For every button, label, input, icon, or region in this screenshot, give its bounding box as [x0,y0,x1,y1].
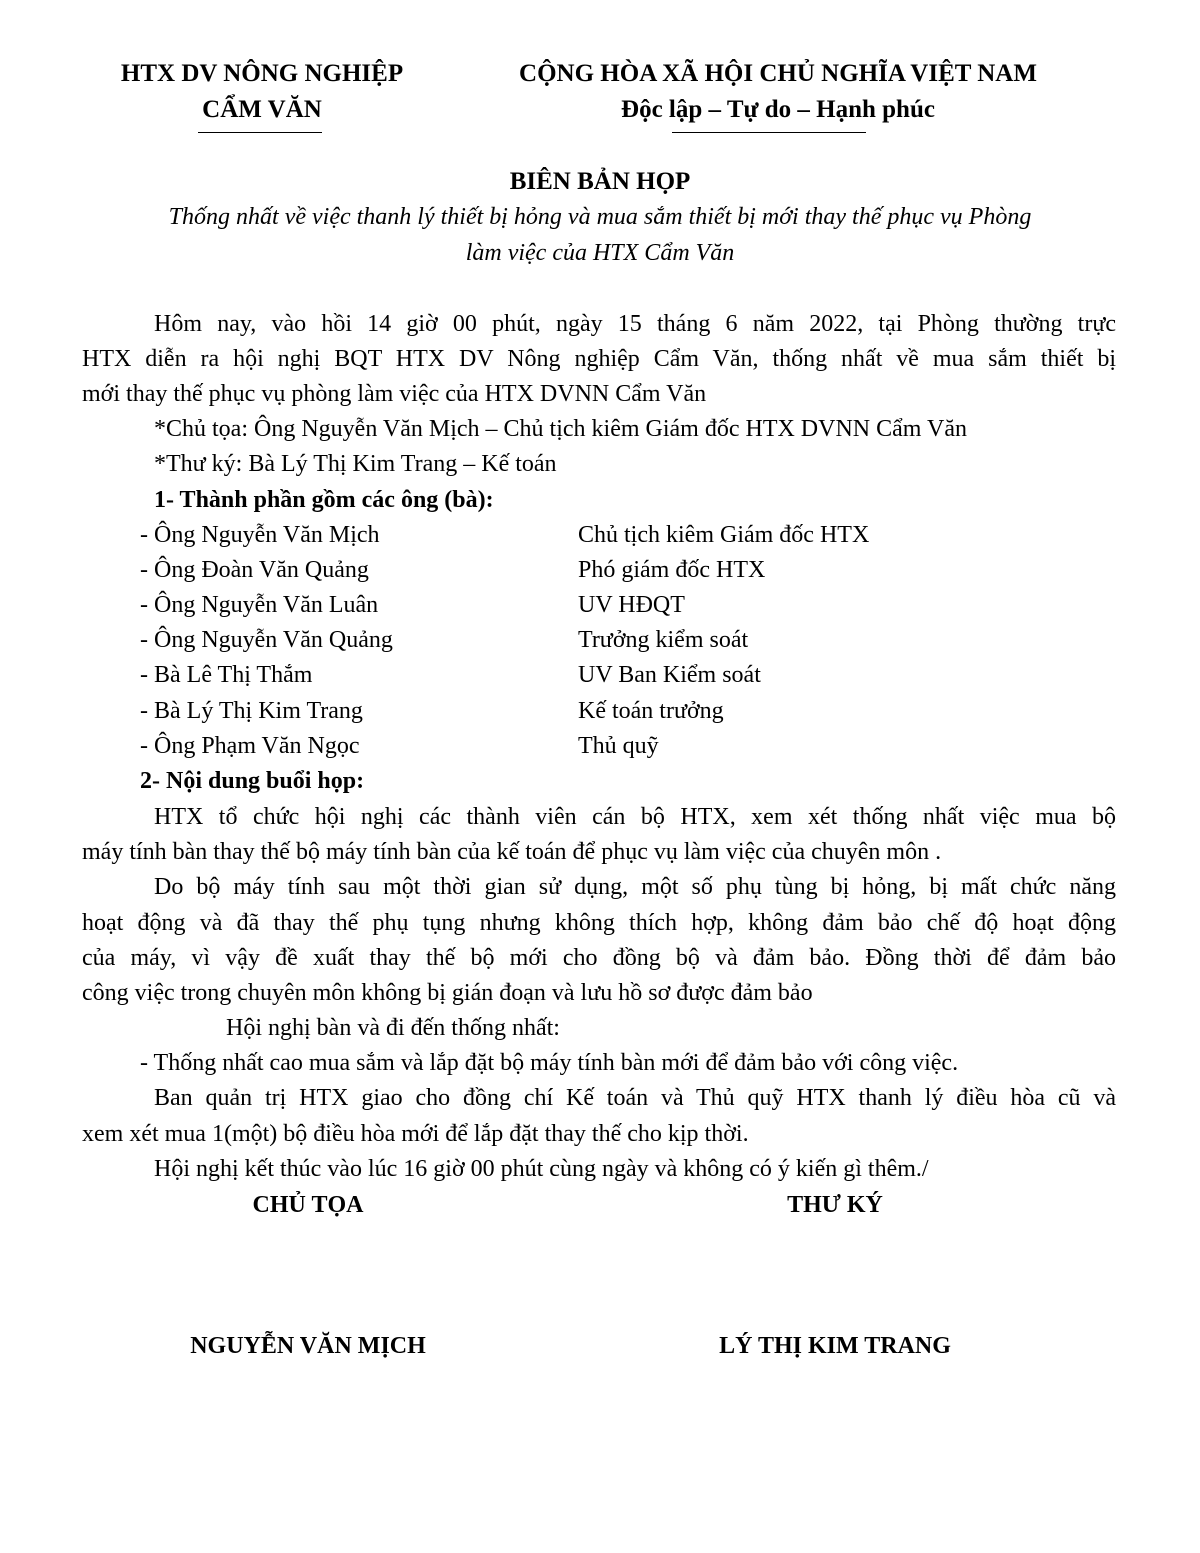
org-name-line2: CẨM VĂN [202,96,322,123]
member-name: - Ông Nguyễn Văn Mịch [140,522,380,548]
chair-line: *Chủ tọa: Ông Nguyễn Văn Mịch – Chủ tịch kiêm Giám đốc HTX DVNN Cẩm Văn [154,416,968,442]
member-role: Chủ tịch kiêm Giám đốc HTX [578,522,870,548]
intro-line3: mới thay thế phục vụ phòng làm việc của HTX DVNN Cẩm Văn [82,381,707,407]
content-p2-line3: của máy, vì vậy đề xuất thay thế bộ mới cho đồng bộ và đảm bảo. Đồng thời để đảm bảo [82,945,1116,971]
content-p1-line1: HTX tổ chức hội nghị các thành viên cán bộ HTX, xem xét thống nhất việc mua bộ [154,804,1116,830]
document-subtitle-line1: Thống nhất về việc thanh lý thiết bị hỏng và mua sắm thiết bị mới thay thế phục vụ Phòng [168,204,1032,230]
intro-line1: Hôm nay, vào hồi 14 giờ 00 phút, ngày 15 tháng 6 năm 2022, tại Phòng thường trực [154,311,1116,337]
closing-line: Hội nghị kết thúc vào lúc 16 giờ 00 phút cùng ngày và không có ý kiến gì thêm./ [154,1156,929,1182]
org-underline [198,132,322,133]
member-name: - Ông Phạm Văn Ngọc [140,733,360,759]
signature-title-secretary: THƯ KÝ [787,1192,883,1218]
section1-heading: 1- Thành phần gồm các ông (bà): [154,487,494,513]
content-p2-line4: công việc trong chuyên môn không bị gián đoạn và lưu hồ sơ được đảm bảo [82,980,813,1006]
document-title: BIÊN BẢN HỌP [509,168,691,195]
section2-heading: 2- Nội dung buổi họp: [140,768,365,794]
member-name: - Ông Đoàn Văn Quảng [140,557,369,583]
member-name: - Ông Nguyễn Văn Quảng [140,627,393,653]
content-p1-line2: máy tính bàn thay thế bộ máy tính bàn của kế toán để phục vụ làm việc của chuyên môn . [82,839,942,865]
content-p3-line1: Ban quản trị HTX giao cho đồng chí Kế toán và Thủ quỹ HTX thanh lý điều hòa cũ và [154,1085,1116,1111]
member-name: - Ông Nguyễn Văn Luân [140,592,379,618]
member-name: - Bà Lý Thị Kim Trang [140,698,363,724]
org-name-line1: HTX DV NÔNG NGHIỆP [120,60,404,87]
member-role: Trưởng kiểm soát [578,627,749,653]
intro-line2: HTX diễn ra hội nghị BQT HTX DV Nông nghiệp Cẩm Văn, thống nhất về mua sắm thiết bị [82,346,1116,372]
document-subtitle-line2: làm việc của HTX Cẩm Văn [465,240,735,266]
member-name: - Bà Lê Thị Thắm [140,662,313,688]
content-p2-line1: Do bộ máy tính sau một thời gian sử dụng, một số phụ tùng bị hỏng, bị mất chức năng [154,874,1116,900]
motto-underline [672,132,866,133]
member-role: Thủ quỹ [578,733,659,759]
content-p2-line2: hoạt động và đã thay thế phụ tụng nhưng không thích hợp, không đảm bảo chế độ hoạt động [82,910,1116,936]
member-role: UV Ban Kiểm soát [578,662,761,688]
national-motto: Độc lập – Tự do – Hạnh phúc [621,96,935,123]
agreement-line: Hội nghị bàn và đi đến thống nhất: [226,1015,560,1041]
signature-name-chair: NGUYỄN VĂN MỊCH [190,1333,426,1359]
signature-name-secretary: LÝ THỊ KIM TRANG [719,1333,951,1359]
member-role: UV HĐQT [578,592,685,618]
national-title: CỘNG HÒA XÃ HỘI CHỦ NGHĨA VIỆT NAM [519,60,1037,87]
secretary-line: *Thư ký: Bà Lý Thị Kim Trang – Kế toán [154,451,557,477]
member-role: Kế toán trưởng [578,698,724,724]
member-role: Phó giám đốc HTX [578,557,766,583]
content-p3-line2: xem xét mua 1(một) bộ điều hòa mới để lắp đặt thay thế cho kịp thời. [82,1121,749,1147]
agreement-bullet: - Thống nhất cao mua sắm và lắp đặt bộ máy tính bàn mới để đảm bảo với công việc. [140,1050,959,1076]
signature-title-chair: CHỦ TỌA [252,1192,364,1218]
